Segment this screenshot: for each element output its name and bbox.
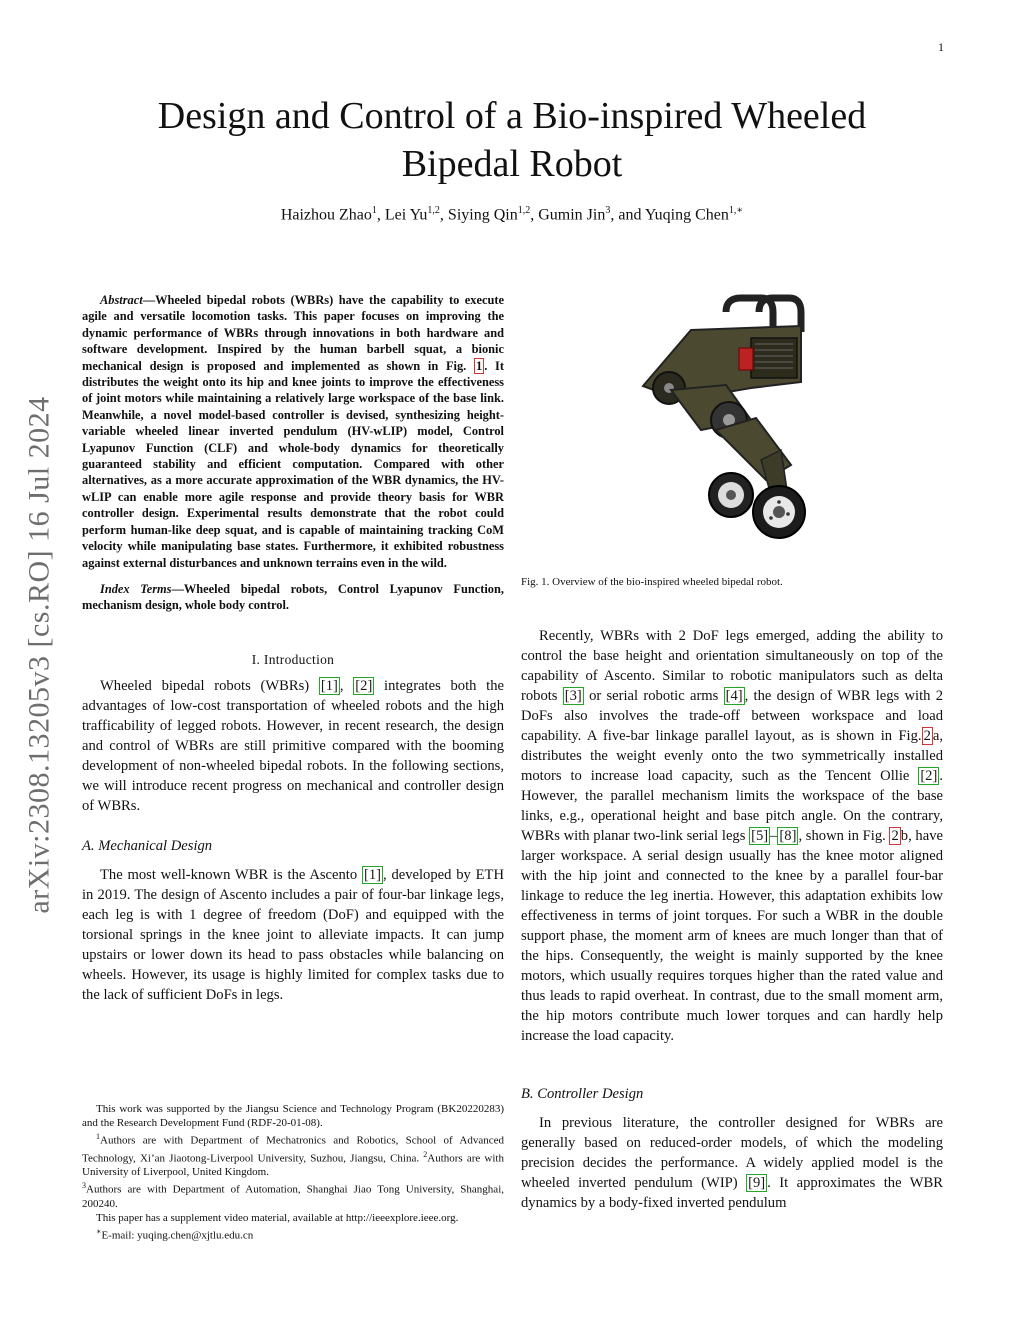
abstract-text: —Wheeled bipedal robots (WBRs) have the capability to execute agile and versatile locomotion tasks. This paper focuses on improving the dynamic performance of WBRs through innovations in both hardware and software development. Inspired by the human barbell squat, a bionic mechanical design is proposed and implemented as shown in Fig. [82, 293, 504, 373]
text: . It approximates the WBR dynamics by a body-fixed inverted pendulum [521, 1175, 943, 1211]
subsection-heading-controller: B. Controller Design [521, 1086, 644, 1102]
citation-link[interactable]: [1] [363, 866, 381, 883]
footnote: This paper has a supplement video material, available at http://ieeexplore.ieee.org. [96, 1211, 459, 1224]
text: In previous literature, the controller designed for WBRs are generally based on reduced-order models, of which the modeling precision decides the performance. A widely applied model is the wheeled inverted pendulum (WIP) [521, 1115, 943, 1191]
arxiv-sidebar [10, 365, 70, 945]
footnote-text: E-mail: yuqing.chen@xjtlu.edu.cn [101, 1229, 254, 1242]
author-affiliation: 1,2 [427, 205, 440, 216]
fig-2-link[interactable]: 2 [923, 728, 931, 744]
citation-link[interactable]: [9] [748, 1175, 766, 1191]
arxiv-id: arXiv:2308.13205v3 [cs.RO] 16 Jul 2024 [23, 396, 57, 914]
text: b, have larger workspace. A serial design usually has the knee motor aligned with the hip joint and connected to the knee by a parallel four-bar linkage to reduce the leg inertia. However, this adaptation exhibits low effectiveness in terms of joint torques. For such a WBR in the double support phase, the moment arm of knees are much longer than that of the hips. Consequently, the weight is mainly supported by the knee motors, which usually requires torques higher than the rated value and thus leads to rapid overheat. In contrast, due to the small moment arm, the hip motors contribute much lower torques and can hardly help increase the load capacity. [521, 828, 943, 1044]
footnote: This work was supported by the Jiangsu Science and Technology Program (BK20220283) and the Research Development Fund (RDF-20-01-08). [82, 1103, 504, 1129]
citation-link[interactable]: [8] [779, 828, 797, 844]
abstract-label: Abstract [100, 293, 143, 307]
figure-caption: Fig. 1. Overview of the bio-inspired wheeled bipedal robot. [521, 576, 783, 588]
text: , developed by ETH in 2019. The design of Ascento includes a pair of four-bar linkage legs, each leg is with 1 degree of freedom (DoF) and equipped with the torsional springs in the knee joint to alleviate impacts. It can jump upstairs or lower down its head to pass obstacles while balancing on wheels. However, its usage is highly limited for complex tasks due to the lack of sufficient DoFs in legs. [82, 866, 504, 1003]
mechanical-paragraph [82, 865, 504, 1005]
index-terms-label: Index Terms [100, 581, 172, 596]
author-sep: , and [610, 206, 645, 224]
title-line-1: Design and Control of a Bio-inspired Wheeled [157, 95, 867, 137]
author-affiliation: 3 [605, 205, 611, 216]
author: Yuqing Chen [644, 206, 729, 224]
abstract-text: . It distributes the weight onto its hip and knee joints to improve the effectiveness of joint motors while maintaining a relatively large workspace of the base link. Meanwhile, a novel model-based controller is devised, synthesizing height-variable wheeled linear inverted pendulum (HV-wLIP) model, Control Lyapunov Function (CLF) and whole-body dynamics for theoretically guaranteed stability and efficient computation. Compared with other alternatives, as a more accurate approximation of the WBR dynamics, the HV-wLIP can enable more agile response and provide theory basis for WBR controller design. Experimental results demonstrate that the robot could perform human-like deep squat, and is capable of maintaining tracking CoM velocity while manipulating base states. Furthermore, it exhibited robustness against external disturbances and unknown terrains even in the wild. [82, 358, 504, 570]
citation-link[interactable]: [2] [920, 768, 938, 784]
footnote-text: Authors are with Department of Mechatronics and Robotics, School of Advanced Technology, Xi’an Jiaotong-Liverpool University, Suzhou, Jiangsu, China. [82, 1134, 504, 1165]
text: , the design of WBR legs with 2 DoFs also involves the trade-off between workspace and load capability. A five-bar linkage parallel layout, as is shown in Fig. [521, 688, 943, 744]
index-terms-text: —Wheeled bipedal robots, Control Lyapunov Function, mechanism design, whole body control. [82, 581, 504, 613]
intro-paragraph [82, 676, 504, 816]
author: Gumin Jin [538, 206, 606, 224]
author-affiliation: 1,2 [517, 205, 531, 216]
author-sep: , [439, 206, 448, 224]
author-sep: , [530, 206, 539, 224]
author: Lei Yu [384, 206, 428, 224]
right-paragraph [521, 626, 943, 1046]
abstract [82, 292, 504, 571]
fig-2-link[interactable]: 2 [891, 828, 899, 844]
paper-title [0, 92, 1024, 188]
controller-paragraph [521, 1113, 943, 1213]
text: Recently, WBRs with 2 DoF legs emerged, adding the ability to control the base height and orientation simultaneously on top of the capability of Ascento. Similar to robotic manipulators such as delta robots [521, 628, 943, 704]
text: Wheeled bipedal robots (WBRs) [100, 677, 319, 694]
footnote-text: Authors are with Department of Automation, Shanghai Jiao Tong University, Shanghai, 200240. [82, 1183, 504, 1210]
footnote-text: Authors are with University of Liverpool, United Kingdom. [82, 1152, 504, 1179]
text: , [339, 677, 354, 694]
index-terms [82, 581, 504, 614]
footnote [82, 1130, 504, 1211]
robot-image [521, 290, 943, 570]
citation-link[interactable]: [2] [355, 677, 373, 694]
text: a, distributes the weight evenly onto the two symmetrically installed motors to increase load capacity, such as the Tencent Ollie [521, 728, 943, 784]
author: Siying Qin [447, 206, 518, 224]
left-column [82, 292, 504, 1005]
subsection-heading-mechanical: A. Mechanical Design [82, 837, 213, 854]
footnote [82, 1225, 504, 1243]
footnotes [82, 1102, 504, 1243]
author-list [0, 205, 1024, 224]
text: or serial robotic arms [583, 688, 724, 704]
author-affiliation: 1 [371, 205, 377, 216]
footnote-mark: 3 [82, 1181, 86, 1191]
title-line-2: Bipedal Robot [401, 143, 623, 185]
citation-link[interactable]: [4] [725, 688, 743, 704]
citation-link[interactable]: [5] [751, 828, 769, 844]
author-affiliation: 1,∗ [728, 205, 744, 216]
text: , shown in Fig. [798, 828, 890, 844]
section-heading-introduction: I. Introduction [251, 651, 335, 667]
author-sep: , [376, 206, 385, 224]
page-number: 1 [938, 40, 944, 54]
text: – [770, 828, 778, 844]
citation-link[interactable]: [3] [564, 688, 582, 704]
footnote-mark: ∗ [96, 1226, 102, 1236]
footnote-mark: 2 [423, 1149, 428, 1159]
text: integrates both the advantages of low-cost transportation of wheeled robots and the high trafficability of legged robots. However, in recent research, the design and control of WBRs are still primitive compared with the booming development of non-wheeled bipedal robots. In the following sections, we will introduce recent progress on mechanical and controller design of WBRs. [82, 677, 505, 814]
figure-1 [521, 290, 943, 588]
fig-1-link[interactable]: 1 [476, 358, 483, 373]
author: Haizhou Zhao [280, 206, 372, 224]
text: . However, the parallel mechanism limits the workspace of the base links, e.g., operational height and base pitch angle. On the contrary, WBRs with planar two-link serial legs [521, 768, 943, 844]
text: The most well-known WBR is the Ascento [100, 866, 362, 883]
citation-link[interactable]: [1] [320, 677, 338, 694]
footnote-mark: 1 [96, 1132, 100, 1141]
right-column [521, 290, 943, 1213]
